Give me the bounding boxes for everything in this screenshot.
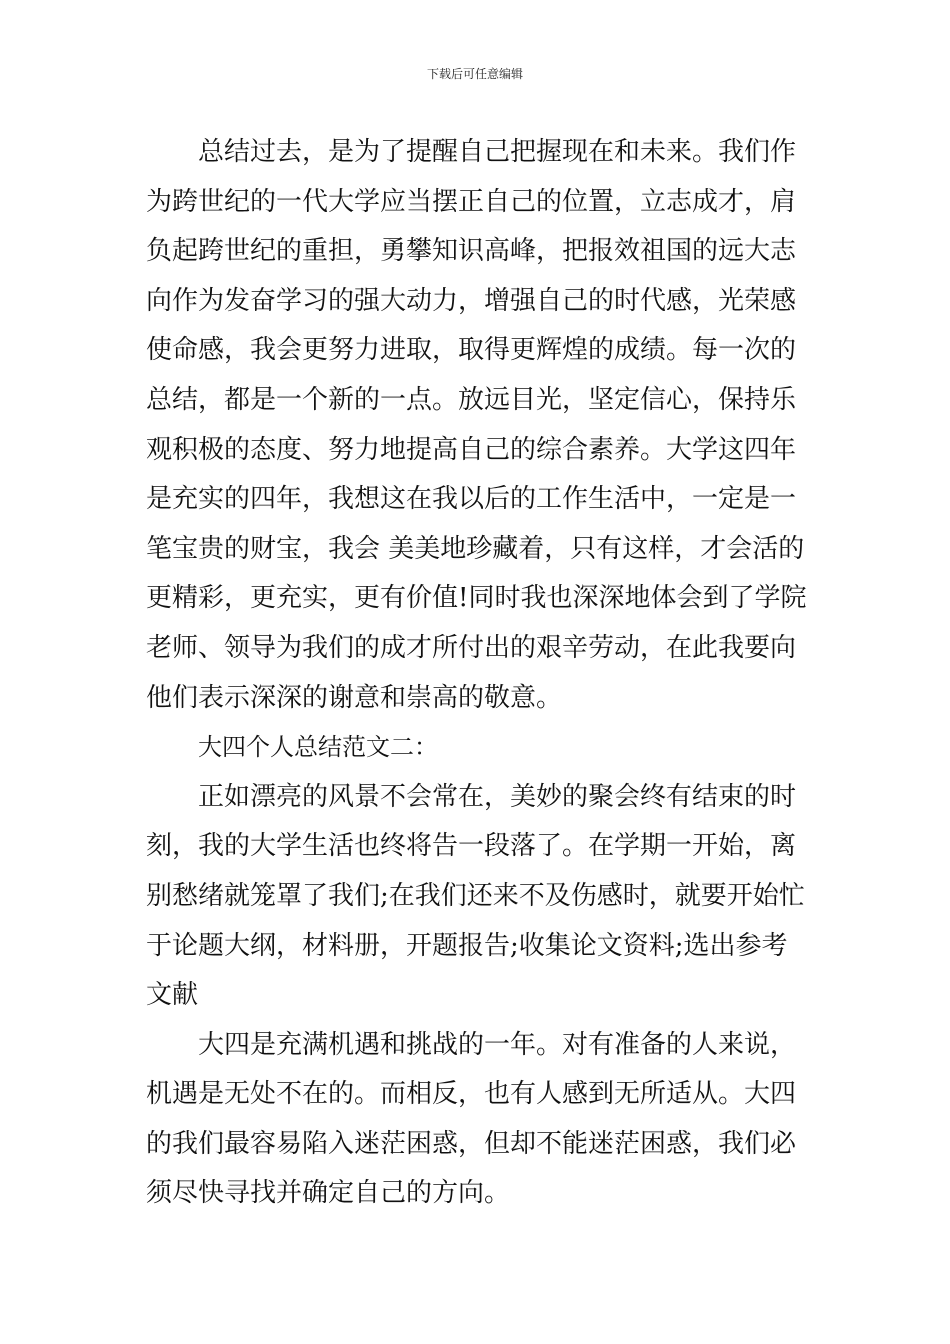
text-line: 大四是充满机遇和挑战的一年。对有准备的人来说， (198, 1029, 797, 1060)
text-line: 更精彩，更充实，更有价值!同时我也深深地体会到了学院 (146, 583, 807, 614)
text-line: 观积极的态度、努力地提高自己的综合素养。大学这四年 (146, 434, 797, 465)
text-line: 总结过去，是为了提醒自己把握现在和未来。我们作 (198, 137, 797, 167)
text-line: 正如漂亮的风景不会常在，美妙的聚会终有结束的时 (198, 781, 797, 812)
text-line: 别愁绪就笼罩了我们;在我们还来不及伤感时，就要开始忙 (146, 880, 805, 911)
text-line: 刻，我的大学生活也终将告一段落了。在学期一开始，离 (146, 831, 797, 862)
text-line: 负起跨世纪的重担，勇攀知识高峰，把报效祖国的远大志 (146, 236, 797, 267)
text-line: 总结，都是一个新的一点。放远目光，坚定信心，保持乐 (146, 384, 797, 415)
text-line: 老师、领导为我们的成才所付出的艰辛劳动，在此我要向 (146, 632, 797, 663)
text-line: 是充实的四年，我想这在我以后的工作生活中，一定是一 (146, 484, 797, 515)
text-line: 他们表示深深的谢意和崇高的敬意。 (146, 682, 563, 713)
section-heading (146, 723, 810, 773)
paragraph-1 (146, 128, 810, 723)
text-line: 的我们最容易陷入迷茫困惑，但却不能迷茫困惑，我们必 (146, 1128, 797, 1159)
text-line: 文献 (146, 980, 199, 1011)
document-body (146, 128, 810, 1219)
text-line: 使命感，我会更努力进取，取得更辉煌的成绩。每一次的 (146, 335, 797, 366)
heading-text: 大四个人总结范文二： (198, 733, 438, 762)
paragraph-2 (146, 773, 810, 1021)
paragraph-3 (146, 1021, 810, 1219)
text-line: 向作为发奋学习的强大动力，增强自己的时代感，光荣感 (146, 285, 797, 316)
text-line: 于论题大纲，材料册，开题报告;收集论文资料;选出参考 (146, 930, 788, 961)
text-line: 须尽快寻找并确定自己的方向。 (146, 1178, 511, 1209)
text-line: 笔宝贵的财宝，我会 美美地珍藏着，只有这样，才会活的 (146, 533, 805, 564)
header-note: 下载后可任意编辑 (426, 67, 523, 81)
text-line: 为跨世纪的一代大学应当摆正自己的位置，立志成才，肩 (146, 186, 797, 217)
text-line: 机遇是无处不在的。而相反，也有人感到无所适从。大四 (146, 1079, 797, 1110)
